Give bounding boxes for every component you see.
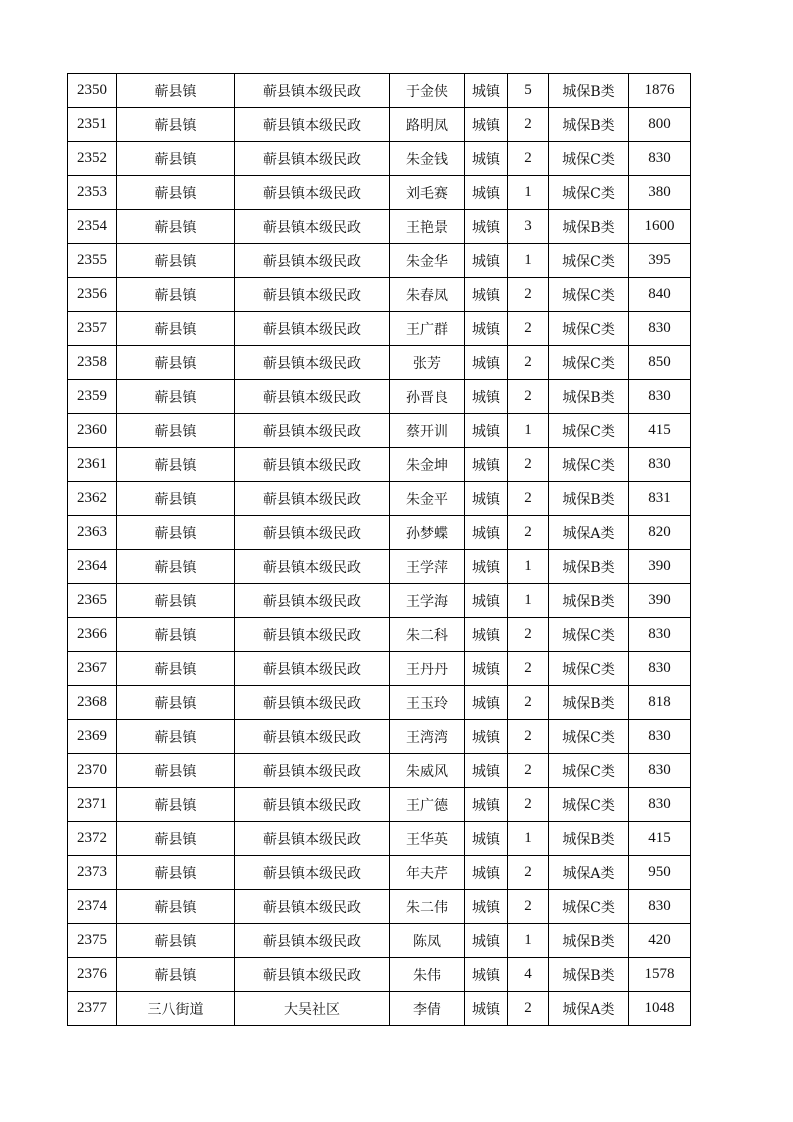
household-size-cell: 2 xyxy=(508,108,549,142)
serial-number-cell: 2370 xyxy=(68,754,117,788)
person-name-cell: 朱二科 xyxy=(390,618,465,652)
amount-cell: 1876 xyxy=(629,74,691,108)
person-name-cell: 王学海 xyxy=(390,584,465,618)
household-size-cell: 2 xyxy=(508,992,549,1026)
aid-category-cell: 城保C类 xyxy=(549,312,629,346)
residence-type-cell: 城镇 xyxy=(465,890,508,924)
administrative-unit-cell: 蕲县镇本级民政 xyxy=(235,958,390,992)
residence-type-cell: 城镇 xyxy=(465,720,508,754)
serial-number-cell: 2366 xyxy=(68,618,117,652)
household-size-cell: 4 xyxy=(508,958,549,992)
household-size-cell: 2 xyxy=(508,346,549,380)
aid-category-cell: 城保B类 xyxy=(549,210,629,244)
relief-roster-table xyxy=(67,73,691,1026)
person-name-cell: 李倩 xyxy=(390,992,465,1026)
household-size-cell: 5 xyxy=(508,74,549,108)
person-name-cell: 王华英 xyxy=(390,822,465,856)
household-size-cell: 2 xyxy=(508,312,549,346)
amount-cell: 395 xyxy=(629,244,691,278)
table-row xyxy=(68,176,691,210)
aid-category-cell: 城保C类 xyxy=(549,890,629,924)
residence-type-cell: 城镇 xyxy=(465,686,508,720)
person-name-cell: 孙梦蝶 xyxy=(390,516,465,550)
table-row xyxy=(68,686,691,720)
residence-type-cell: 城镇 xyxy=(465,992,508,1026)
town-cell: 蕲县镇 xyxy=(117,550,235,584)
serial-number-cell: 2374 xyxy=(68,890,117,924)
household-size-cell: 1 xyxy=(508,550,549,584)
amount-cell: 390 xyxy=(629,584,691,618)
residence-type-cell: 城镇 xyxy=(465,482,508,516)
household-size-cell: 2 xyxy=(508,278,549,312)
administrative-unit-cell: 蕲县镇本级民政 xyxy=(235,448,390,482)
town-cell: 蕲县镇 xyxy=(117,584,235,618)
administrative-unit-cell: 蕲县镇本级民政 xyxy=(235,244,390,278)
household-size-cell: 2 xyxy=(508,618,549,652)
person-name-cell: 王广群 xyxy=(390,312,465,346)
administrative-unit-cell: 蕲县镇本级民政 xyxy=(235,516,390,550)
town-cell: 蕲县镇 xyxy=(117,380,235,414)
aid-category-cell: 城保B类 xyxy=(549,924,629,958)
administrative-unit-cell: 蕲县镇本级民政 xyxy=(235,278,390,312)
serial-number-cell: 2361 xyxy=(68,448,117,482)
administrative-unit-cell: 蕲县镇本级民政 xyxy=(235,176,390,210)
administrative-unit-cell: 蕲县镇本级民政 xyxy=(235,754,390,788)
aid-category-cell: 城保C类 xyxy=(549,414,629,448)
table-row xyxy=(68,958,691,992)
administrative-unit-cell: 蕲县镇本级民政 xyxy=(235,108,390,142)
table-row xyxy=(68,142,691,176)
household-size-cell: 1 xyxy=(508,584,549,618)
table-row xyxy=(68,346,691,380)
amount-cell: 415 xyxy=(629,414,691,448)
table-row xyxy=(68,74,691,108)
serial-number-cell: 2358 xyxy=(68,346,117,380)
amount-cell: 830 xyxy=(629,448,691,482)
administrative-unit-cell: 蕲县镇本级民政 xyxy=(235,856,390,890)
table-row xyxy=(68,312,691,346)
administrative-unit-cell: 蕲县镇本级民政 xyxy=(235,924,390,958)
residence-type-cell: 城镇 xyxy=(465,108,508,142)
amount-cell: 840 xyxy=(629,278,691,312)
town-cell: 蕲县镇 xyxy=(117,244,235,278)
serial-number-cell: 2359 xyxy=(68,380,117,414)
household-size-cell: 1 xyxy=(508,414,549,448)
person-name-cell: 朱二伟 xyxy=(390,890,465,924)
table-row xyxy=(68,788,691,822)
administrative-unit-cell: 蕲县镇本级民政 xyxy=(235,686,390,720)
residence-type-cell: 城镇 xyxy=(465,652,508,686)
aid-category-cell: 城保B类 xyxy=(549,482,629,516)
table-row xyxy=(68,414,691,448)
administrative-unit-cell: 蕲县镇本级民政 xyxy=(235,210,390,244)
person-name-cell: 王玉玲 xyxy=(390,686,465,720)
amount-cell: 850 xyxy=(629,346,691,380)
amount-cell: 818 xyxy=(629,686,691,720)
administrative-unit-cell: 蕲县镇本级民政 xyxy=(235,890,390,924)
town-cell: 蕲县镇 xyxy=(117,924,235,958)
aid-category-cell: 城保C类 xyxy=(549,788,629,822)
serial-number-cell: 2376 xyxy=(68,958,117,992)
table-row xyxy=(68,618,691,652)
person-name-cell: 朱金平 xyxy=(390,482,465,516)
table-row xyxy=(68,278,691,312)
residence-type-cell: 城镇 xyxy=(465,822,508,856)
administrative-unit-cell: 蕲县镇本级民政 xyxy=(235,142,390,176)
town-cell: 蕲县镇 xyxy=(117,210,235,244)
residence-type-cell: 城镇 xyxy=(465,924,508,958)
aid-category-cell: 城保C类 xyxy=(549,618,629,652)
residence-type-cell: 城镇 xyxy=(465,618,508,652)
town-cell: 蕲县镇 xyxy=(117,346,235,380)
table-row xyxy=(68,924,691,958)
administrative-unit-cell: 蕲县镇本级民政 xyxy=(235,550,390,584)
person-name-cell: 年夫芹 xyxy=(390,856,465,890)
aid-category-cell: 城保C类 xyxy=(549,142,629,176)
aid-category-cell: 城保C类 xyxy=(549,244,629,278)
serial-number-cell: 2355 xyxy=(68,244,117,278)
person-name-cell: 王广德 xyxy=(390,788,465,822)
administrative-unit-cell: 蕲县镇本级民政 xyxy=(235,380,390,414)
administrative-unit-cell: 蕲县镇本级民政 xyxy=(235,822,390,856)
household-size-cell: 2 xyxy=(508,448,549,482)
table-row xyxy=(68,720,691,754)
residence-type-cell: 城镇 xyxy=(465,448,508,482)
person-name-cell: 陈凤 xyxy=(390,924,465,958)
amount-cell: 830 xyxy=(629,618,691,652)
town-cell: 蕲县镇 xyxy=(117,754,235,788)
table-row xyxy=(68,210,691,244)
amount-cell: 1578 xyxy=(629,958,691,992)
amount-cell: 380 xyxy=(629,176,691,210)
serial-number-cell: 2353 xyxy=(68,176,117,210)
town-cell: 蕲县镇 xyxy=(117,958,235,992)
serial-number-cell: 2360 xyxy=(68,414,117,448)
household-size-cell: 1 xyxy=(508,822,549,856)
serial-number-cell: 2352 xyxy=(68,142,117,176)
town-cell: 蕲县镇 xyxy=(117,618,235,652)
residence-type-cell: 城镇 xyxy=(465,346,508,380)
residence-type-cell: 城镇 xyxy=(465,244,508,278)
amount-cell: 820 xyxy=(629,516,691,550)
administrative-unit-cell: 蕲县镇本级民政 xyxy=(235,74,390,108)
household-size-cell: 2 xyxy=(508,380,549,414)
town-cell: 蕲县镇 xyxy=(117,686,235,720)
amount-cell: 800 xyxy=(629,108,691,142)
table-row xyxy=(68,754,691,788)
amount-cell: 831 xyxy=(629,482,691,516)
household-size-cell: 2 xyxy=(508,142,549,176)
serial-number-cell: 2369 xyxy=(68,720,117,754)
town-cell: 蕲县镇 xyxy=(117,108,235,142)
household-size-cell: 1 xyxy=(508,924,549,958)
amount-cell: 830 xyxy=(629,890,691,924)
serial-number-cell: 2354 xyxy=(68,210,117,244)
serial-number-cell: 2351 xyxy=(68,108,117,142)
residence-type-cell: 城镇 xyxy=(465,142,508,176)
amount-cell: 830 xyxy=(629,720,691,754)
amount-cell: 830 xyxy=(629,652,691,686)
serial-number-cell: 2373 xyxy=(68,856,117,890)
town-cell: 蕲县镇 xyxy=(117,720,235,754)
administrative-unit-cell: 蕲县镇本级民政 xyxy=(235,618,390,652)
person-name-cell: 蔡开训 xyxy=(390,414,465,448)
serial-number-cell: 2368 xyxy=(68,686,117,720)
table-row xyxy=(68,108,691,142)
table-row xyxy=(68,652,691,686)
person-name-cell: 朱金坤 xyxy=(390,448,465,482)
table-row xyxy=(68,584,691,618)
town-cell: 蕲县镇 xyxy=(117,788,235,822)
serial-number-cell: 2375 xyxy=(68,924,117,958)
amount-cell: 830 xyxy=(629,380,691,414)
administrative-unit-cell: 蕲县镇本级民政 xyxy=(235,720,390,754)
residence-type-cell: 城镇 xyxy=(465,74,508,108)
household-size-cell: 3 xyxy=(508,210,549,244)
aid-category-cell: 城保C类 xyxy=(549,346,629,380)
household-size-cell: 2 xyxy=(508,754,549,788)
residence-type-cell: 城镇 xyxy=(465,516,508,550)
aid-category-cell: 城保C类 xyxy=(549,278,629,312)
administrative-unit-cell: 蕲县镇本级民政 xyxy=(235,482,390,516)
person-name-cell: 张芳 xyxy=(390,346,465,380)
residence-type-cell: 城镇 xyxy=(465,210,508,244)
residence-type-cell: 城镇 xyxy=(465,788,508,822)
amount-cell: 420 xyxy=(629,924,691,958)
town-cell: 蕲县镇 xyxy=(117,822,235,856)
table-row xyxy=(68,856,691,890)
town-cell: 蕲县镇 xyxy=(117,142,235,176)
administrative-unit-cell: 蕲县镇本级民政 xyxy=(235,788,390,822)
aid-category-cell: 城保B类 xyxy=(549,686,629,720)
serial-number-cell: 2362 xyxy=(68,482,117,516)
amount-cell: 390 xyxy=(629,550,691,584)
aid-category-cell: 城保B类 xyxy=(549,74,629,108)
household-size-cell: 2 xyxy=(508,788,549,822)
table-row xyxy=(68,992,691,1026)
aid-category-cell: 城保C类 xyxy=(549,720,629,754)
person-name-cell: 朱金钱 xyxy=(390,142,465,176)
table-row xyxy=(68,448,691,482)
town-cell: 蕲县镇 xyxy=(117,516,235,550)
residence-type-cell: 城镇 xyxy=(465,550,508,584)
aid-category-cell: 城保B类 xyxy=(549,550,629,584)
serial-number-cell: 2377 xyxy=(68,992,117,1026)
administrative-unit-cell: 蕲县镇本级民政 xyxy=(235,652,390,686)
serial-number-cell: 2350 xyxy=(68,74,117,108)
aid-category-cell: 城保C类 xyxy=(549,176,629,210)
household-size-cell: 1 xyxy=(508,176,549,210)
aid-category-cell: 城保C类 xyxy=(549,652,629,686)
aid-category-cell: 城保C类 xyxy=(549,754,629,788)
town-cell: 蕲县镇 xyxy=(117,414,235,448)
town-cell: 三八街道 xyxy=(117,992,235,1026)
aid-category-cell: 城保B类 xyxy=(549,108,629,142)
town-cell: 蕲县镇 xyxy=(117,74,235,108)
town-cell: 蕲县镇 xyxy=(117,652,235,686)
person-name-cell: 王丹丹 xyxy=(390,652,465,686)
table-row xyxy=(68,822,691,856)
person-name-cell: 于金侠 xyxy=(390,74,465,108)
household-size-cell: 2 xyxy=(508,890,549,924)
town-cell: 蕲县镇 xyxy=(117,176,235,210)
aid-category-cell: 城保B类 xyxy=(549,958,629,992)
amount-cell: 1048 xyxy=(629,992,691,1026)
serial-number-cell: 2364 xyxy=(68,550,117,584)
serial-number-cell: 2357 xyxy=(68,312,117,346)
household-size-cell: 2 xyxy=(508,720,549,754)
household-size-cell: 2 xyxy=(508,482,549,516)
town-cell: 蕲县镇 xyxy=(117,448,235,482)
table-row xyxy=(68,550,691,584)
residence-type-cell: 城镇 xyxy=(465,278,508,312)
aid-category-cell: 城保C类 xyxy=(549,448,629,482)
aid-category-cell: 城保B类 xyxy=(549,822,629,856)
town-cell: 蕲县镇 xyxy=(117,856,235,890)
person-name-cell: 朱金华 xyxy=(390,244,465,278)
residence-type-cell: 城镇 xyxy=(465,414,508,448)
household-size-cell: 2 xyxy=(508,856,549,890)
serial-number-cell: 2371 xyxy=(68,788,117,822)
person-name-cell: 朱伟 xyxy=(390,958,465,992)
household-size-cell: 2 xyxy=(508,686,549,720)
residence-type-cell: 城镇 xyxy=(465,754,508,788)
serial-number-cell: 2356 xyxy=(68,278,117,312)
amount-cell: 1600 xyxy=(629,210,691,244)
amount-cell: 415 xyxy=(629,822,691,856)
town-cell: 蕲县镇 xyxy=(117,482,235,516)
serial-number-cell: 2372 xyxy=(68,822,117,856)
aid-category-cell: 城保A类 xyxy=(549,992,629,1026)
person-name-cell: 王艳景 xyxy=(390,210,465,244)
amount-cell: 950 xyxy=(629,856,691,890)
table-row xyxy=(68,482,691,516)
aid-category-cell: 城保B类 xyxy=(549,380,629,414)
amount-cell: 830 xyxy=(629,754,691,788)
person-name-cell: 王学萍 xyxy=(390,550,465,584)
person-name-cell: 朱春凤 xyxy=(390,278,465,312)
household-size-cell: 2 xyxy=(508,516,549,550)
administrative-unit-cell: 大吴社区 xyxy=(235,992,390,1026)
administrative-unit-cell: 蕲县镇本级民政 xyxy=(235,414,390,448)
person-name-cell: 刘毛赛 xyxy=(390,176,465,210)
table-row xyxy=(68,890,691,924)
administrative-unit-cell: 蕲县镇本级民政 xyxy=(235,312,390,346)
administrative-unit-cell: 蕲县镇本级民政 xyxy=(235,346,390,380)
amount-cell: 830 xyxy=(629,142,691,176)
amount-cell: 830 xyxy=(629,312,691,346)
amount-cell: 830 xyxy=(629,788,691,822)
residence-type-cell: 城镇 xyxy=(465,380,508,414)
person-name-cell: 孙晋良 xyxy=(390,380,465,414)
table-row xyxy=(68,244,691,278)
serial-number-cell: 2365 xyxy=(68,584,117,618)
residence-type-cell: 城镇 xyxy=(465,856,508,890)
aid-category-cell: 城保A类 xyxy=(549,516,629,550)
person-name-cell: 王湾湾 xyxy=(390,720,465,754)
residence-type-cell: 城镇 xyxy=(465,312,508,346)
town-cell: 蕲县镇 xyxy=(117,278,235,312)
town-cell: 蕲县镇 xyxy=(117,890,235,924)
person-name-cell: 路明凤 xyxy=(390,108,465,142)
serial-number-cell: 2367 xyxy=(68,652,117,686)
residence-type-cell: 城镇 xyxy=(465,176,508,210)
table-body xyxy=(68,74,691,1026)
household-size-cell: 1 xyxy=(508,244,549,278)
aid-category-cell: 城保B类 xyxy=(549,584,629,618)
table-row xyxy=(68,380,691,414)
administrative-unit-cell: 蕲县镇本级民政 xyxy=(235,584,390,618)
person-name-cell: 朱威风 xyxy=(390,754,465,788)
table-row xyxy=(68,516,691,550)
aid-category-cell: 城保A类 xyxy=(549,856,629,890)
town-cell: 蕲县镇 xyxy=(117,312,235,346)
serial-number-cell: 2363 xyxy=(68,516,117,550)
household-size-cell: 2 xyxy=(508,652,549,686)
residence-type-cell: 城镇 xyxy=(465,958,508,992)
residence-type-cell: 城镇 xyxy=(465,584,508,618)
